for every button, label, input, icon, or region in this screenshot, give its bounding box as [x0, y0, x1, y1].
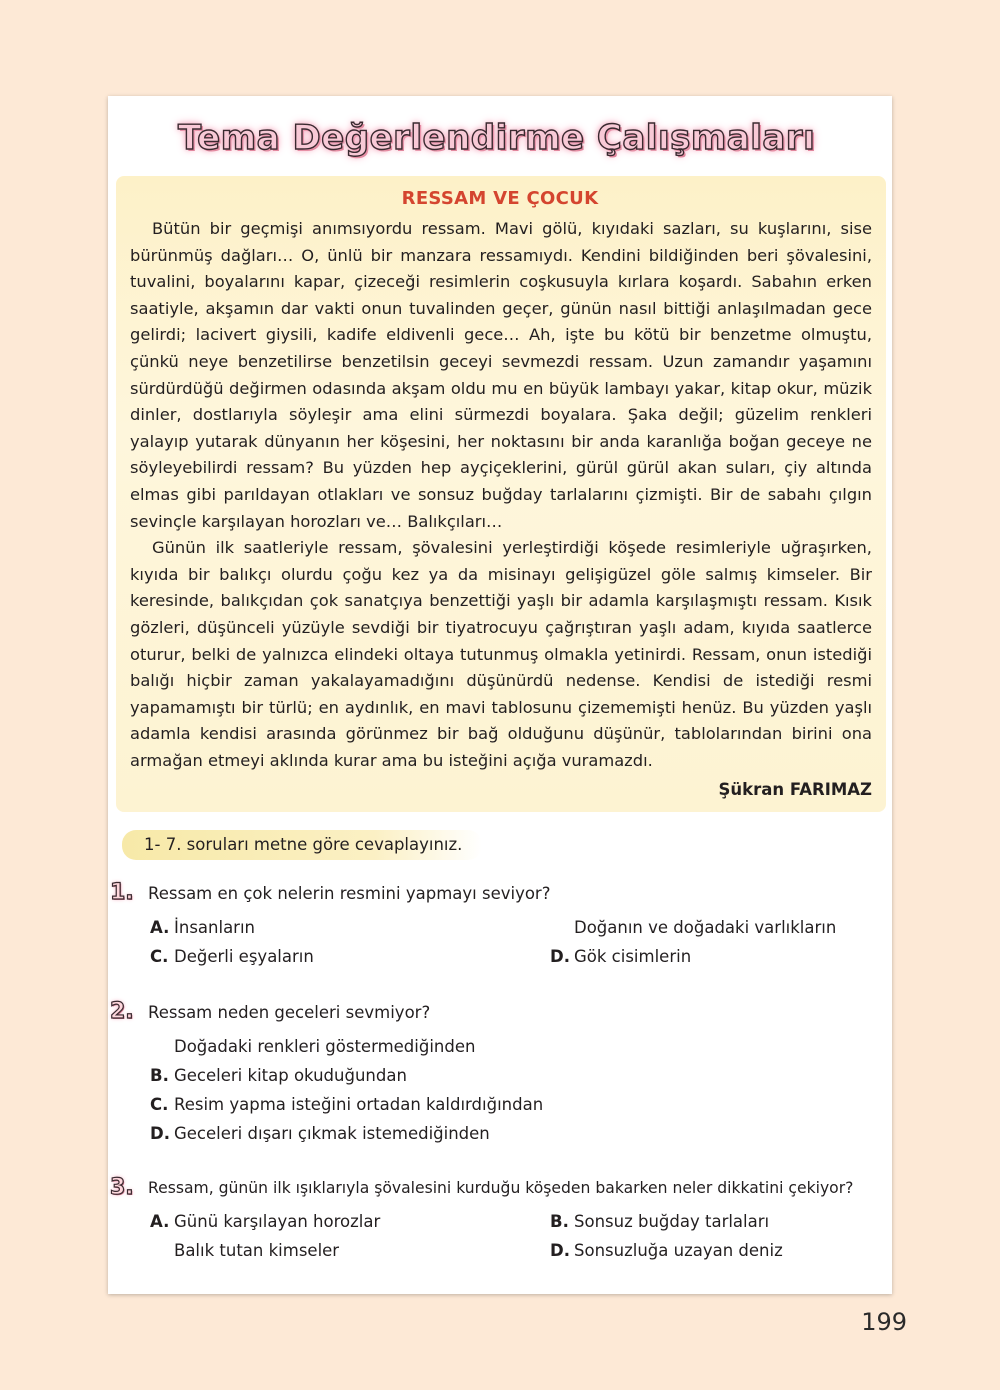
option-d[interactable]: [550, 947, 691, 966]
option-letter: B.: [550, 1212, 569, 1231]
option-text: Resim yapma isteğini ortadan kaldırdığından: [174, 1095, 544, 1114]
option-text: Sonsuz buğday tarlaları: [574, 1212, 770, 1231]
option-letter: B.: [150, 1066, 169, 1085]
reading-paragraph: Günün ilk saatleriyle ressam, şövalesini yerleştirdiği köşede resimleriyle uğraşırken, kıyıda bir balıkçı olurdu çoğu kez ya da misinayı gelişigüzel göle salmış kimseler. Bir keresinde, balıkçıdan çok sanatçıya benzettiği yaşlı bir adamla karşılaşmıştı ressam. Kısık gözleri, düşünceli yüzüyle sevdiği bir tiyatrocuyu çağrıştıran yaşlı adam, kıyıda saatlerce oturur, belki de yalnızca elindeki oltaya tutunmuş olmakla yetinirdi. Ressam, onun istediği balığı hiçbir zaman yakalayamadığını düşünürdü nedense. Kendisi de istediği resmi yapamamıştı bir türlü; en aydınlık, en mavi tablosunu çizememişti henüz. Bu yüzden yaşlı adamla kendisi arasında görünmez bir bağ olduğunu düşünür, tablolarından birini ona armağan etmeyi aklında kurar ama bu isteğini açığa vuramazdı.: [130, 538, 872, 770]
option-a[interactable]: [150, 918, 255, 937]
option-letter-marked: B.: [550, 918, 574, 937]
option-letter-marked: C.: [150, 1241, 174, 1260]
option-text: Sonsuzluğa uzayan deniz: [574, 1241, 783, 1260]
option-b[interactable]: [150, 1066, 407, 1085]
option-d[interactable]: [150, 1124, 490, 1143]
option-text: İnsanların: [174, 918, 256, 937]
option-c[interactable]: [150, 1095, 543, 1114]
option-letter: A.: [150, 918, 170, 937]
option-text: Doğadaki renkleri göstermediğinden: [174, 1037, 476, 1056]
option-letter-marked: A.: [150, 1037, 174, 1056]
option-b[interactable]: [550, 1212, 769, 1231]
option-letter: C.: [150, 1095, 169, 1114]
reading-title: RESSAM VE ÇOCUK: [401, 188, 599, 209]
question-number: 2.: [110, 999, 134, 1024]
option-letter: D.: [550, 947, 570, 966]
author-name: Şükran FARIMAZ: [718, 780, 872, 799]
reading-paragraph: Bütün bir geçmişi anımsıyordu ressam. Mavi gölü, kıyıdaki sazları, su kuşlarını, sise bürünmüş dağları… O, ünlü bir manzara ressamıydı. Kendini bildiğinden beri şövalesini, tuvalini, boyalarını kapar, çizeceği resimlerin coşkusuyla kırlara koşardı. Sabahın erken saatiyle, akşamın dar vakti onun tuvalinden geçer, günün nasıl bittiği anlaşılmadan gece gelirdi; lacivert giysili, kadife eldivenli gece… Ah, işte bu kötü bir benzetme olmuştu, çünkü neye benzetilirse benzetilsin geceyi sevmezdi ressam. Uzun zamandır yaşamını sürdürdüğü değirmen odasında akşam oldu mu en büyük lambayı yakar, kitap okur, müzik dinler, dostlarıyla söyleşir ama elini sürmezdi boyalara. Şaka değil; güzelim renkleri yalayıp yutarak dünyanın her köşesini, her noktasını bir anda karanlığa boğan geceye ne söyleyebilirdi ressam? Bu yüzden hep ayçiçeklerini, gürül gürül akan suları, çiy altında elmas gibi parıldayan otlakları ve sonsuz buğday tarlalarını çizmişti. Bir de sabahı çılgın sevinçle karşılayan horozları ve… Balıkçıları…: [130, 219, 872, 531]
reading-text: [130, 216, 872, 774]
option-a[interactable]: [150, 1037, 475, 1056]
option-text: Geceleri dışarı çıkmak istemediğinden: [174, 1124, 490, 1143]
question-number: 1.: [110, 880, 134, 905]
option-text: Değerli eşyaların: [174, 947, 314, 966]
option-letter: D.: [150, 1124, 170, 1143]
option-text: Geceleri kitap okuduğundan: [174, 1066, 407, 1085]
option-b[interactable]: [550, 918, 836, 937]
option-text: Doğanın ve doğadaki varlıkların: [574, 918, 837, 937]
question-text: Ressam neden geceleri sevmiyor?: [148, 1003, 431, 1022]
option-text: Gök cisimlerin: [574, 947, 692, 966]
theme-title: Tema Değerlendirme Çalışmaları: [178, 118, 816, 158]
option-a[interactable]: [150, 1212, 380, 1231]
instruction-banner: 1- 7. soruları metne göre cevaplayınız.: [122, 830, 482, 860]
option-text: Günü karşılayan horozlar: [174, 1212, 381, 1231]
option-c[interactable]: [150, 947, 314, 966]
option-text: Balık tutan kimseler: [174, 1241, 340, 1260]
option-letter: A.: [150, 1212, 170, 1231]
option-letter: C.: [150, 947, 169, 966]
workbook-page: [108, 96, 892, 1294]
option-c[interactable]: [150, 1241, 339, 1260]
page-number: 199: [861, 1308, 907, 1336]
question-text: Ressam en çok nelerin resmini yapmayı seviyor?: [148, 884, 551, 903]
question-text: Ressam, günün ilk ışıklarıyla şövalesini kurduğu köşeden bakarken neler dikkatini çekiyor?: [148, 1179, 854, 1197]
option-d[interactable]: [550, 1241, 783, 1260]
option-letter: D.: [550, 1241, 570, 1260]
question-number: 3.: [110, 1175, 134, 1200]
